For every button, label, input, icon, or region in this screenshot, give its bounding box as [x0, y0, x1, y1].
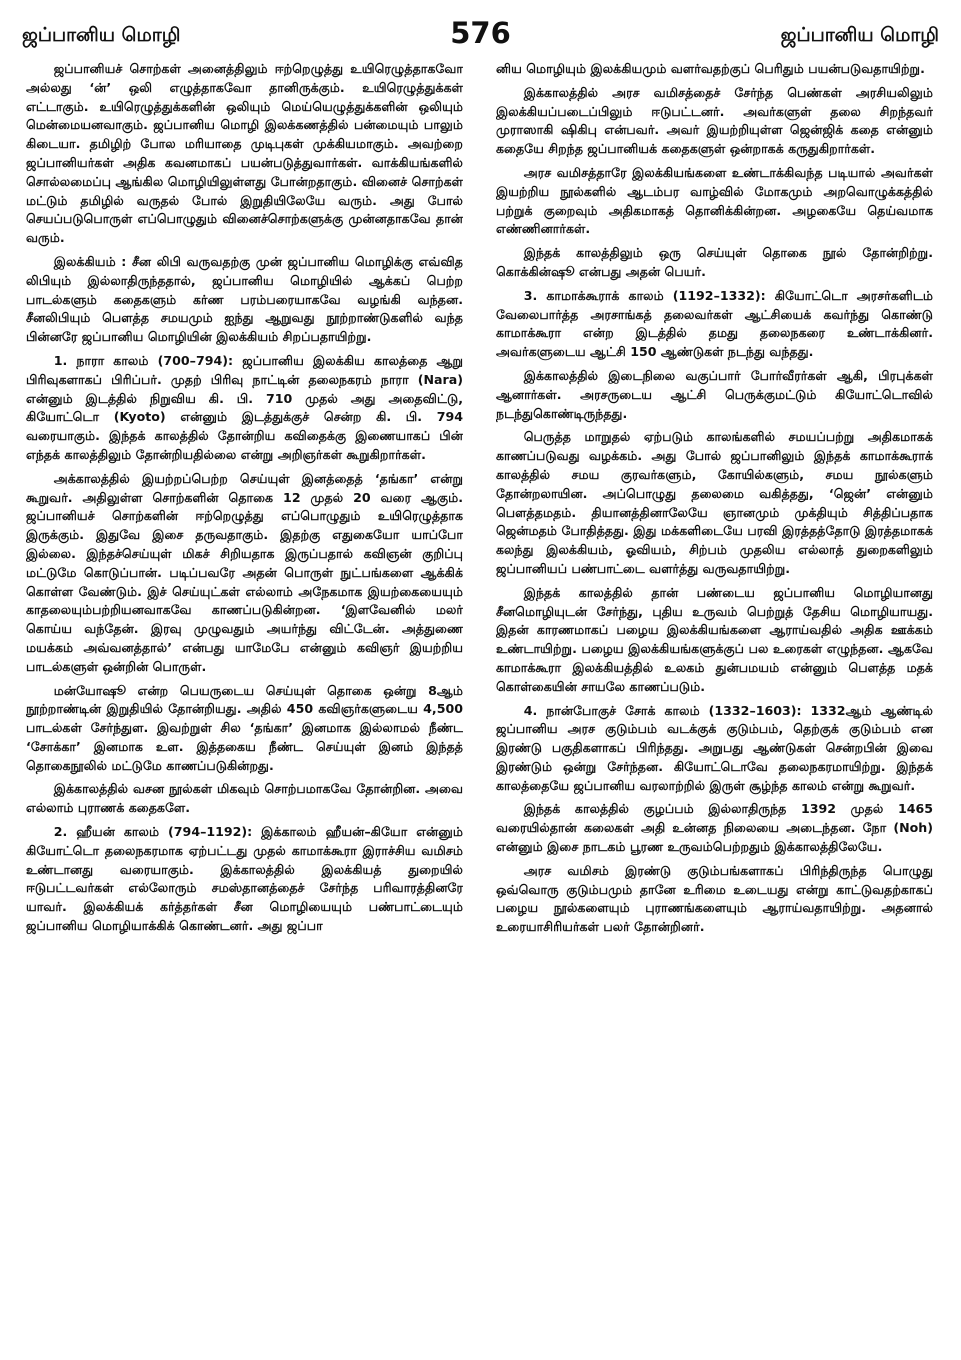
paragraph-text: இந்தக் காலத்திலும் ஒரு செய்யுள் தொகை நூல் தோன்றிற்று. கொக்கின்ஷூ என்பது அதன் பெயர்.	[496, 245, 933, 279]
paragraph	[496, 84, 933, 159]
paragraph-text: அரச வமிசத்தாரே இலக்கியங்களை உண்டாக்கிவந்த படியால் அவர்கள் இயற்றிய நூல்களில் ஆடம்பர வாழ்வில் மோகமும் அறவொழுக்கத்தில் பற்றுக் குறைவும் அதிகமாகத் தொனிக்கின்றன. அழகையே தெய்வமாக எண்ணினார்கள்.	[496, 164, 933, 237]
paragraph	[496, 702, 933, 796]
paragraph-text: சீன லிபி வருவதற்கு முன் ஜப்பானிய மொழிக்கு எவ்வித லிபியும் இல்லாதிருந்ததால், ஜப்பானிய மொழியில் ஆக்கப் பெற்ற பாடல்களும் கதைகளும் கர்ண பரம்பரையாகவே வழங்கி வந்தன. சீனலிபியும் பௌத்த சமயமும் ஐந்து ஆறுவது நூற்றாண்டுகளில் வந்த பின்னரே ஜப்பானிய மொழியின் இலக்கியம் சிறப்பதாயிற்று.	[26, 253, 463, 345]
paragraph	[26, 823, 463, 936]
paragraph	[496, 584, 933, 697]
paragraph	[496, 287, 933, 362]
paragraph-text: மன்யோஷூ என்ற பெயருடைய செய்யுள் தொகை ஒன்று 8ஆம் நூற்றாண்டின் இறுதியில் தோன்றியது. அதில் 450 கவிஞர்களுடைய 4,500 பாடல்கள் சேர்ந்துள. இவற்றுள் சில ‘தங்கா’ இனமாக இல்லாமல் நீண்ட ‘சோக்கா’ இனமாக உள. இத்தகைய நீண்ட செய்யுள் இனம் இந்தத் தொகைநூலில் மட்டுமே காணப்படுகின்றது.	[26, 682, 463, 773]
paragraph-text: இக்காலத்தில் அரச வமிசத்தைச் சேர்ந்த பெண்கள் அரசியலிலும் இலக்கியப்படைப்பிலும் ஈடுபட்டனர். அவர்களுள் தலை சிறந்தவர் முராஸாகி ஷிகிபு என்பவர். அவர் இயற்றியுள்ள ஜென்ஜிக் கதை என்னும் கதையே சிறந்த ஜப்பானியக் கதைகளுள் ஒன்றாகக் கருதுகிறார்கள்.	[496, 84, 933, 157]
paragraph-text: நாரா காலம் (700–794): ஜப்பானிய இலக்கிய காலத்தை ஆறு பிரிவுகளாகப் பிரிப்பர். முதற் பிரிவு நாட்டின் தலைநகரம் நாரா (Nara) என்னும் இடத்தில் நிறுவிய கி. பி. 710 முதல் அது அதைவிட்டு, கியோட்டொ (Kyoto) என்னும் இடத்துக்குச் சென்ற கி. பி. 794 வரையாகும். இந்தக் காலத்தில் தோன்றிய கவிதைக்கு இணையாகப் பின் எந்தக் காலத்திலும் தோன்றியதில்லை என்று அறிஞர்கள் கூறுகிறார்கள்.	[26, 352, 463, 462]
paragraph	[496, 800, 933, 856]
paragraph-lead: 4.	[523, 702, 538, 718]
paragraph-text: பெருத்த மாறுதல் ஏற்படும் காலங்களில் சமயப்பற்று அதிகமாகக் காணப்படுவது வழக்கம். அது போல் ஜப்பானிலும் இந்தக் காமாக்கூராக் காலத்தில் சமய குரவர்களும், கோயில்களும், சமய நூல்களும் தோன்றலாயின. அப்பொழுது தலைமை வகித்தது, ‘ஜென்’ என்னும் பௌத்தமதம். தியானத்தினாலேயே ஞானமும் முக்தியும் சித்திப்பதாக ஜென்மதம் போதித்தது. இது மக்களிடையே பரவி இரத்தத்தோடு இரத்தமாகக் கலந்து இலக்கியம், ஓவியம், சிற்பம் முதலிய எல்லாத் துறைகளிலும் ஜப்பானியப் பண்பாட்டை வளர்த்து வருவதாயிற்று.	[496, 429, 933, 576]
paragraph-text: அக்காலத்தில் இயற்றப்பெற்ற செய்யுள் இனத்தைத் ‘தங்கா’ என்று கூறுவர். அதிலுள்ள சொற்களின் தொகை 12 முதல் 20 வரை ஆகும். ஜப்பானியச் சொற்களின் ஈற்றெழுத்து எப்பொழுதும் உயிரெழுத்தாக இருக்கும். இதுவே இசை தருவதாகும். இதற்கு எதுகையோ யாப்போ இல்லை. இந்தச்செய்யுள் மிகச் சிறியதாக இருப்பதால் கவிஞன் குறிப்பு மட்டுமே கொடுப்பான். படிப்பவரே அதன் பொருள் நுட்பங்களை ஆக்கிக் கொள்ள வேண்டும். இச் செய்யுட்கள் எல்லாம் அநேகமாக இயற்கையையும் காதலையும்பற்றியனவாகவே காணப்படுகின்றன. ‘இளவேனில் மலர் கொய்ய வந்தேன். இரவு முழுவதும் அயர்ந்து விட்டேன். அத்துணை மயக்கம் அவ்வனத்தால்’ என்பது யாமேபே என்னும் கவிஞர் இயற்றிய பாடல்களுள் ஒன்றின் பொருள்.	[26, 470, 463, 674]
paragraph-text: இக்காலத்தில் வசன நூல்கள் மிகவும் சொற்பமாகவே தோன்றின. அவை எல்லாம் புராணக் கதைகளே.	[26, 781, 463, 816]
paragraph	[496, 862, 933, 937]
paragraph	[26, 470, 463, 677]
paragraph-text: னிய மொழியும் இலக்கியமும் வளர்வதற்குப் பெரிதும் பயன்படுவதாயிற்று.	[496, 61, 925, 76]
paragraph	[496, 60, 933, 79]
paragraph	[26, 60, 463, 248]
left-text-column	[26, 60, 463, 1345]
paragraph	[26, 780, 463, 818]
paragraph-lead: 2.	[53, 824, 68, 840]
running-title-right: ஜப்பானிய மொழி	[780, 24, 939, 46]
paragraph	[26, 682, 463, 776]
paragraph-text: இந்தக் காலத்தில் குழப்பம் இல்லாதிருந்த 1392 முதல் 1465 வரையில்தான் கலைகள் அதி உன்னத நிலையை அடைந்தன. நோ (Noh) என்னும் இசை நாடகம் பூரண உருவம்பெற்றதும் இக்காலத்திலேயே.	[496, 801, 933, 855]
paragraph-text: ஜப்பானியச் சொற்கள் அனைத்திலும் ஈற்றெழுத்து உயிரெழுத்தாகவோ அல்லது ‘ன்’ ஒலி எழுத்தாகவோ தானிருக்கும். உயிரெழுத்துக்கள் எட்டாகும். உயிரெழுத்துக்களின் ஒலியும் மெய்யெழுத்துக்களின் ஒலியும் மென்மையனவாகும். ஜப்பானிய மொழி இலக்கணத்தில் பன்மையும் பாலும் கிடையா. தமிழிற் போல மரியாதை முடிபுகள் முக்கியமாகும். அவற்றை ஜப்பானியர்கள் அதிக கவனமாகப் பயன்படுத்துவார்கள். வாக்கியங்களில் சொல்லமைப்பு ஆங்கில மொழியிலுள்ளது போன்றதாகும். வினைச் சொற்கள் மட்டும் தமிழில் வருதல் போல் இறுதியிலேயே வரும். அது போல் செயப்படுபொருள் எப்பொழுதும் வினைச்சொற்களுக்கு முன்னதாகவே தான் வரும்.	[26, 61, 463, 246]
paragraph-text: இக்காலத்தில் இடைநிலை வகுப்பார் போர்வீரர்கள் ஆகி, பிரபுக்கள் ஆனார்கள். அரசருடைய ஆட்சி பெருக்குமட்டும் கியோட்டொவில் நடந்துகொண்டிருந்தது.	[496, 367, 933, 421]
paragraph-lead: இலக்கியம் :	[53, 253, 127, 269]
paragraph	[496, 164, 933, 239]
page-number: 576	[450, 16, 511, 50]
page-header	[22, 14, 939, 54]
paragraph	[26, 253, 463, 347]
paragraph	[496, 428, 933, 578]
paragraph	[496, 244, 933, 282]
paragraph-text: நான்போகுச் சோக் காலம் (1332–1603): 1332ஆம் ஆண்டில் ஜப்பானிய அரச குடும்பம் வடக்குக் குடும்பம், தெற்குக் குடும்பம் என இரண்டு பகுதிகளாகப் பிரிந்தது. அறுபது ஆண்டுகள் சென்றபின் இவை இரண்டும் ஒன்று சேர்ந்தன. கியோட்டொவே தலைநகரமாயிற்று. இந்தக் காலத்தையே ஜப்பானிய வரலாற்றில் இருள் சூழ்ந்த காலம் என்று கூறுவர்.	[496, 702, 933, 793]
right-text-column	[496, 60, 933, 1345]
paragraph-lead: 1.	[53, 352, 68, 368]
paragraph-text: ஹீயன் காலம் (794–1192): இக்காலம் ஹீயன்–கியோ என்னும் கியோட்டொ தலைநகரமாக ஏற்பட்டது முதல் காமாக்கூரா இராச்சிய வமிசம் உண்டானது வரையாகும். இக்காலத்தில் இலக்கியத் துறையில் ஈடுபட்டவர்கள் எல்லோரும் சமஸ்தானத்தைச் சேர்ந்த பரிவாரத்தினரே யாவர். இலக்கியக் கர்த்தர்கள் சீன மொழியையும் பண்பாட்டையும் ஜப்பானிய மொழியாக்கிக் கொண்டனர். அது ஜப்பா	[26, 824, 463, 934]
paragraph-lead: 3.	[523, 287, 538, 303]
paragraph	[26, 352, 463, 465]
running-title-left: ஜப்பானிய மொழி	[22, 24, 181, 46]
paragraph	[496, 367, 933, 423]
paragraph-text: காமாக்கூராக் காலம் (1192–1332): கியோட்டொ அரசர்களிடம் வேலைபார்த்த அரசாங்கத் தலைவர்கள் ஆட்சியைக் கவர்ந்து கொண்டு காமாக்கூரா என்ற இடத்தில் தமது தலைநகரை உண்டாக்கினர். அவர்களுடைய ஆட்சி 150 ஆண்டுகள் நடந்து வந்தது.	[496, 287, 933, 360]
paragraph-text: இந்தக் காலத்தில் தான் பண்டைய ஜப்பானிய மொழியானது சீனமொழியுடன் சேர்ந்து, புதிய உருவம் பெற்றுத் தேசிய மொழியாயது. இதன் காரணமாகப் பழைய இலக்கியங்களை ஆராய்வதில் அதிக ஊக்கம் உண்டாயிற்று. பழைய இலக்கியங்களுக்குப் பல உரைகள் எழுந்தன. ஆகவே காமாக்கூரா இலக்கியத்தில் உலகம் துன்பமயம் என்னும் பௌத்த மதக் கொள்கையின் சாயலே காணப்படும்.	[496, 584, 933, 694]
paragraph-text: அரச வமிசம் இரண்டு குடும்பங்களாகப் பிரிந்திருந்த பொழுது ஒவ்வொரு குடும்பமும் தானே உரிமை உடையது என்று காட்டுவதற்காகப் பழைய நூல்களையும் புராணங்களையும் ஆராய்வதாயிற்று. அதனால் உரையாசிரியர்கள் பலர் தோன்றினர்.	[496, 862, 933, 935]
